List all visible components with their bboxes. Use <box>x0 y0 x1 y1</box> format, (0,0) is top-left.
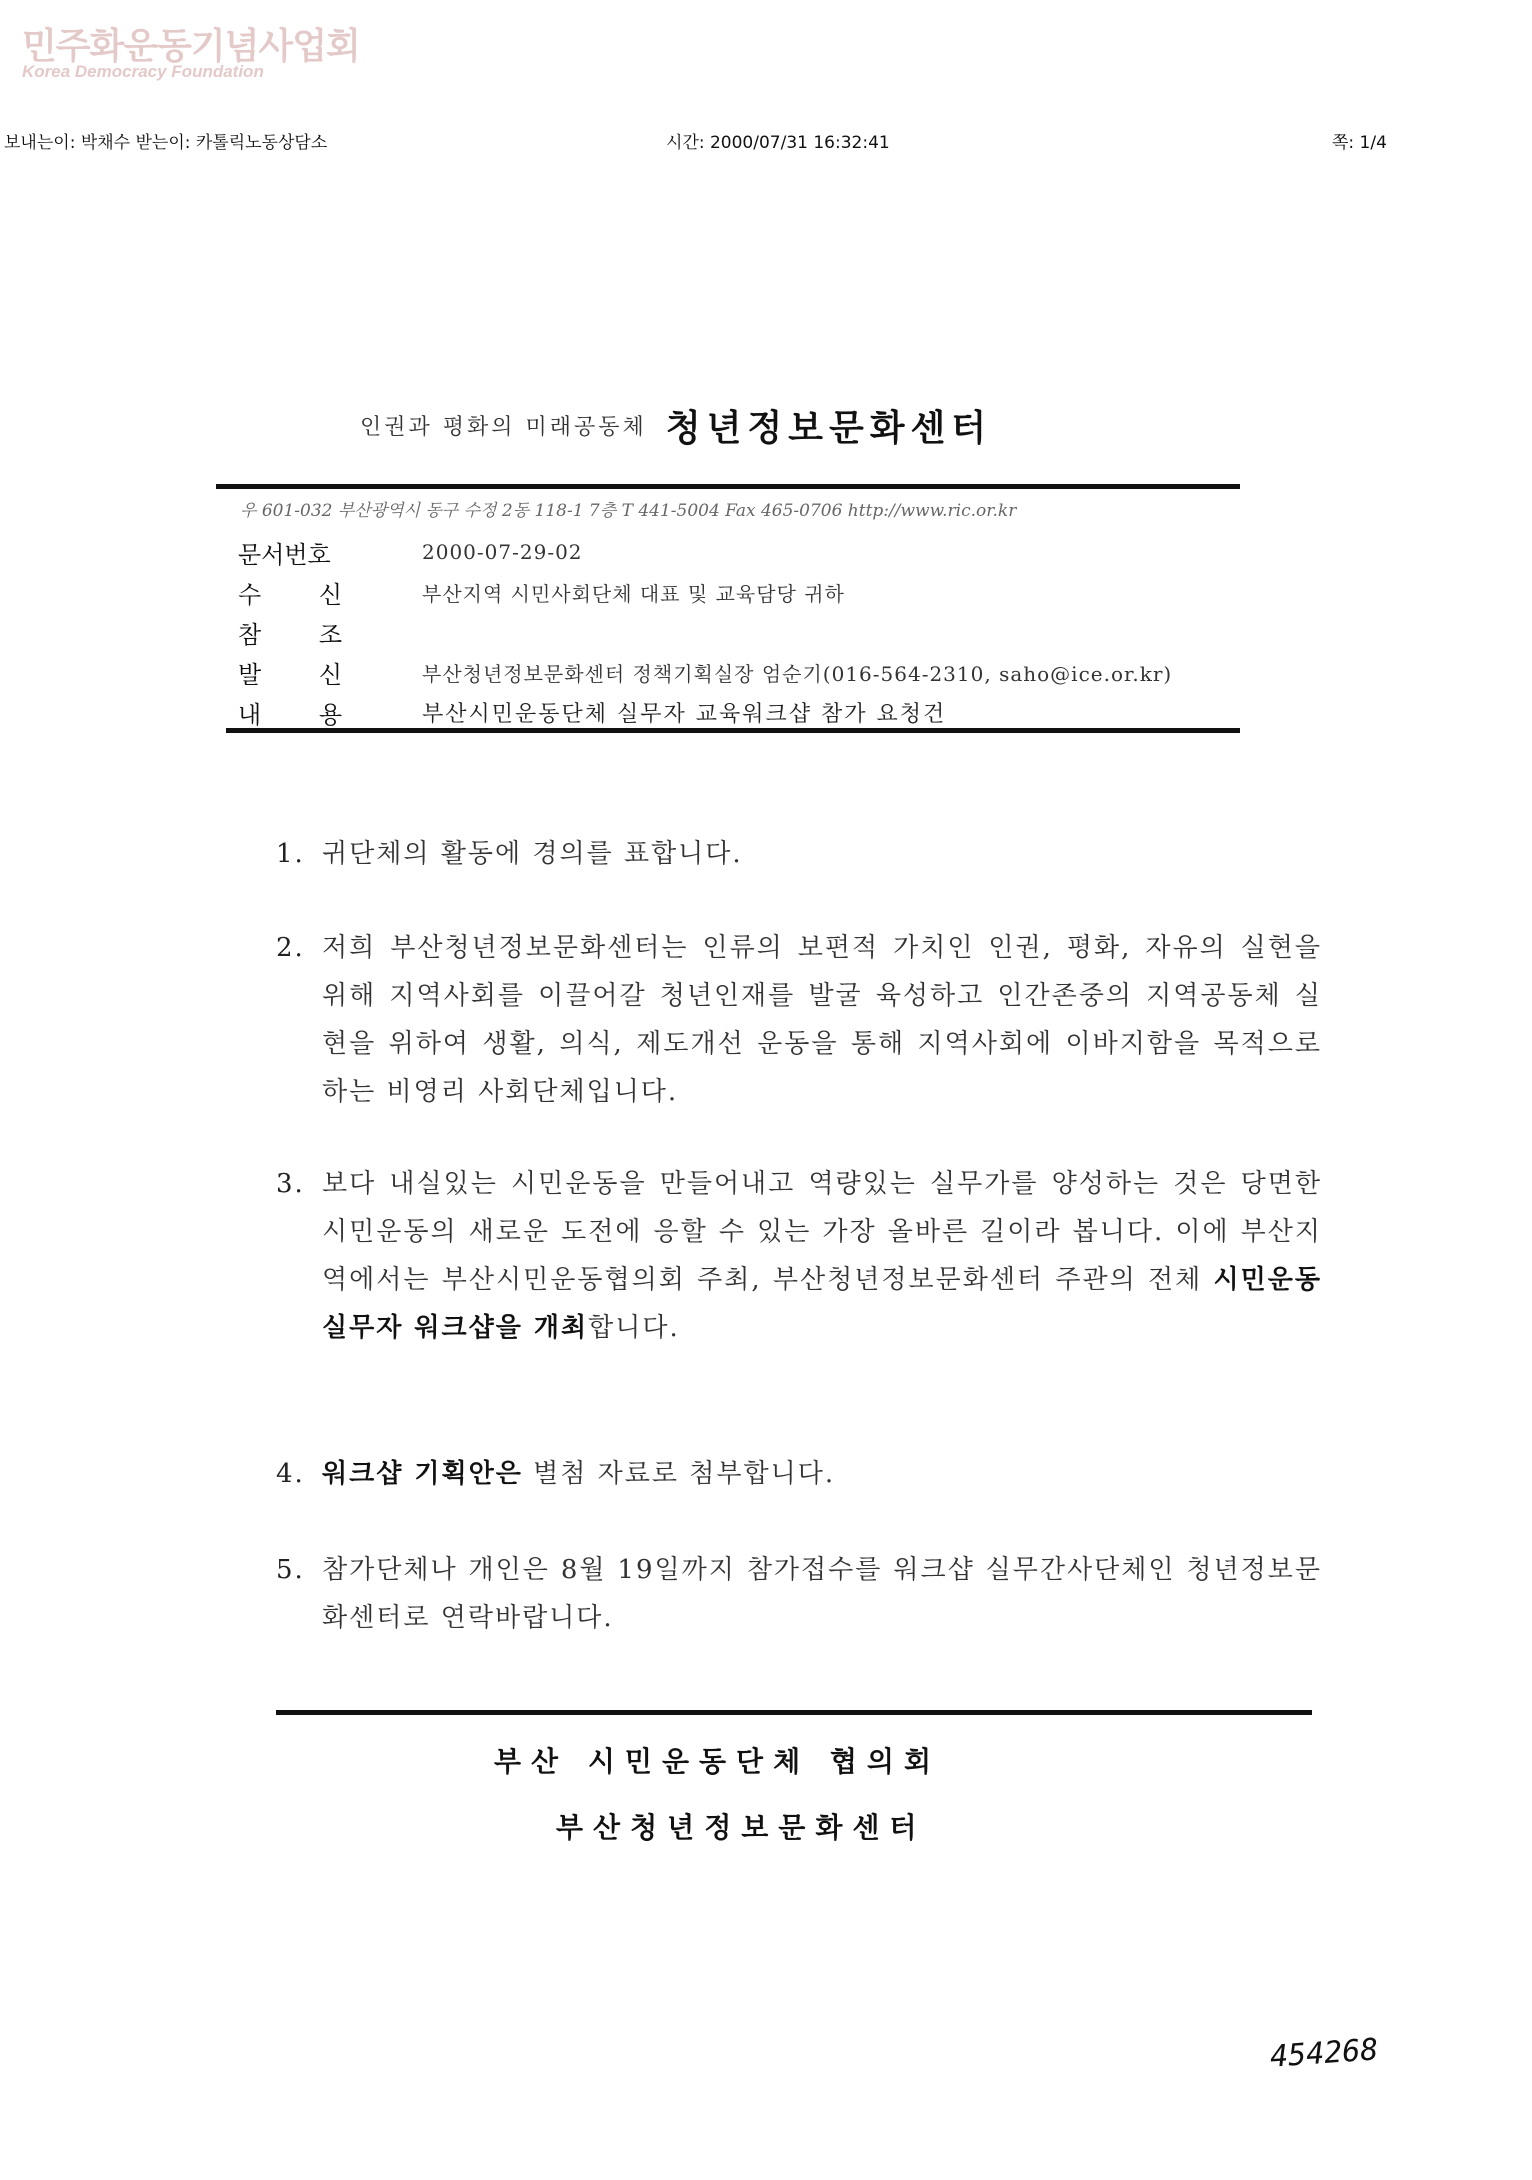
meta-row-ref <box>238 612 1172 652</box>
paragraph-text <box>322 1160 1322 1352</box>
meta-label-from-1: 발 <box>238 660 262 689</box>
meta-label-ref-1: 참 <box>238 620 262 649</box>
paragraph-text: 참가단체나 개인은 8월 19일까지 참가접수를 워크샵 실무간사단체인 청년정보문화센터로 연락바랍니다. <box>322 1555 1322 1633</box>
letterhead-address: 우 601-032 부산광역시 동구 수정 2동 118-1 7층 T 441-5004 Fax 465-0706 http://www.ric.or.kr <box>240 501 1017 521</box>
paragraph-text-part: 합니다. <box>588 1313 680 1343</box>
handwritten-archive-number: 454268 <box>1268 2032 1380 2075</box>
paragraph-text-bold: 시민운동 실무자 워크샵을 개최 <box>322 1265 1322 1343</box>
paragraph-number: 1. <box>276 839 305 869</box>
meta-label-to-1: 수 <box>238 580 262 609</box>
body-paragraph-1 <box>276 830 1336 880</box>
meta-row-to <box>238 572 1172 612</box>
body-paragraph-4 <box>276 1450 1336 1500</box>
paragraph-text-part: 보다 내실있는 시민운동을 만들어내고 역량있는 실무가를 양성하는 것은 당면한 시민운동의 새로운 도전에 응할 수 있는 가장 올바른 길이라 봅니다. 이에 부산지역에서는 부산시민운동협의회 주최, 부산청년정보문화센터 주관의 전체 <box>322 1169 1322 1295</box>
paragraph-number: 4. <box>276 1459 305 1489</box>
paragraph-number: 5. <box>276 1555 305 1585</box>
watermark-logo-english: Korea Democracy Foundation <box>22 62 264 81</box>
body-paragraph-3 <box>276 1160 1336 1410</box>
paragraph-text: 귀단체의 활동에 경의를 표합니다. <box>322 839 743 869</box>
body-paragraph-2 <box>276 924 1336 1124</box>
header-rule-bottom <box>226 728 1240 733</box>
paragraph-text <box>322 1450 1322 1498</box>
paragraph-text-part: 별첨 자료로 첨부합니다. <box>522 1459 836 1489</box>
meta-value-subject: 부산시민운동단체 실무자 교육워크샵 참가 요청건 <box>422 701 947 727</box>
header-rule-top <box>216 484 1240 489</box>
signature-line-1: 부산 시민운동단체 협의회 <box>494 1745 942 1778</box>
fax-sender-receiver: 보내는이: 박채수 받는이: 카톨릭노동상담소 <box>4 133 328 153</box>
meta-label-ref <box>238 612 422 652</box>
meta-label-to-2: 신 <box>318 580 342 609</box>
meta-label-to <box>238 572 422 612</box>
paragraph-number: 3. <box>276 1169 305 1199</box>
meta-value-from: 부산청년정보문화센터 정책기획실장 엄순기(016-564-2310, saho@ice.or.kr) <box>422 661 1173 686</box>
fax-page-number: 쪽: 1/4 <box>1332 133 1387 153</box>
meta-label-from-2: 신 <box>318 660 342 689</box>
watermark-logo-korean: 민주화운동기념사업회 <box>22 26 360 67</box>
meta-label-doc-no-text: 문서번호 <box>238 540 331 569</box>
meta-label-from <box>238 652 422 692</box>
meta-label-ref-2: 조 <box>318 620 342 649</box>
meta-row-doc-no <box>238 532 1172 572</box>
meta-value-ref <box>422 612 1172 652</box>
body-paragraph-5 <box>276 1546 1336 1646</box>
document-meta-table <box>238 532 1172 732</box>
meta-label-doc-no <box>238 532 422 572</box>
meta-label-subject <box>238 692 422 732</box>
meta-label-subject-2: 용 <box>318 700 342 729</box>
signature-rule <box>276 1710 1312 1715</box>
paragraph-number: 2. <box>276 933 305 963</box>
letterhead <box>360 400 1260 451</box>
letterhead-tagline: 인권과 평화의 미래공동체 <box>360 415 647 440</box>
meta-value-to: 부산지역 시민사회단체 대표 및 교육담당 귀하 <box>422 581 845 606</box>
paragraph-text-bold: 워크샵 기획안은 <box>322 1459 523 1489</box>
letterhead-org-name: 청년정보문화센터 <box>665 407 993 449</box>
paragraph-text: 저희 부산청년정보문화센터는 인류의 보편적 가치인 인권, 평화, 자유의 실현을 위해 지역사회를 이끌어갈 청년인재를 발굴 육성하고 인간존중의 지역공동체 실현을 위하여 생활, 의식, 제도개선 운동을 통해 지역사회에 이바지함을 목적으로 하는 비영리 사회단체입니다. <box>322 933 1322 1107</box>
meta-label-subject-1: 내 <box>238 700 262 729</box>
signature-line-2: 부산청년정보문화센터 <box>556 1811 927 1844</box>
meta-row-from <box>238 652 1172 692</box>
fax-timestamp: 시간: 2000/07/31 16:32:41 <box>666 133 890 153</box>
meta-row-subject <box>238 692 1172 732</box>
meta-value-doc-no: 2000-07-29-02 <box>422 540 583 564</box>
